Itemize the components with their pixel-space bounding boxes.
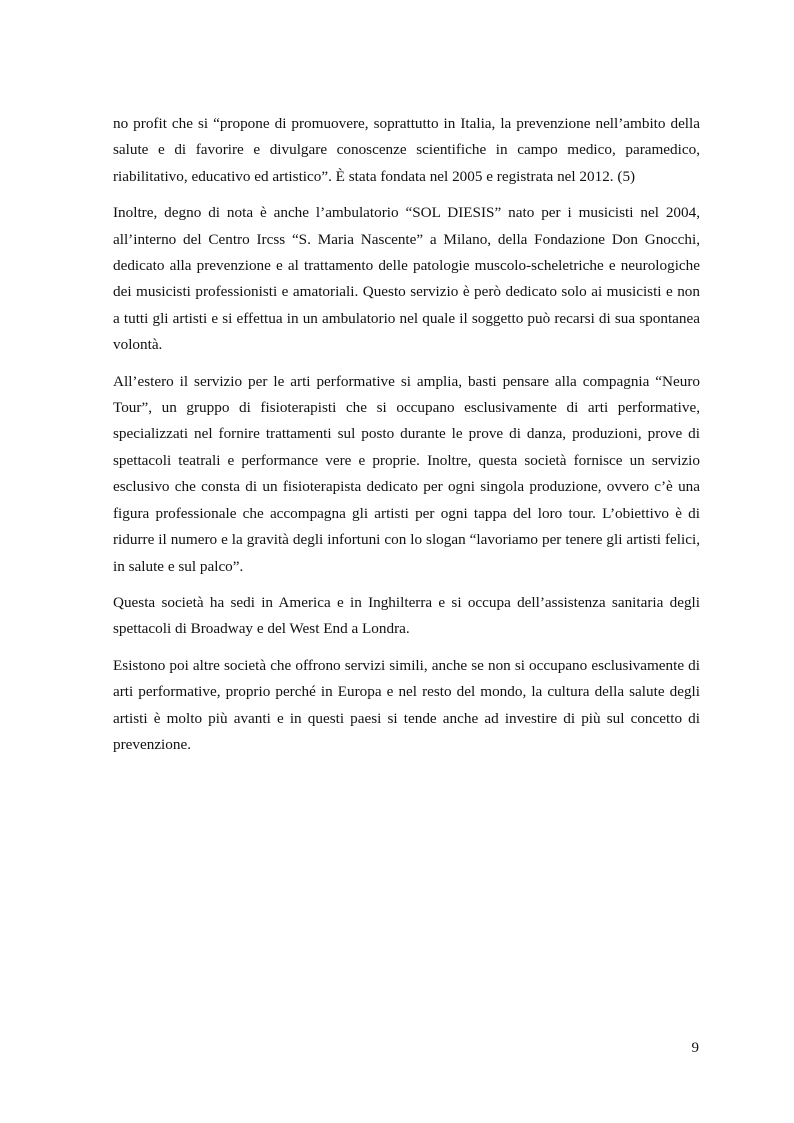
paragraph-1: no profit che si “propone di promuovere, soprattutto in Italia, la prevenzione nell’ambito della salute e di favorire e divulgare conoscenze scientifiche in campo medico, paramedico, riabilitativo, educativo ed artistico”. È stata fondata nel 2005 e registrata nel 2012. (5): [113, 115, 700, 185]
paragraph-3: All’estero il servizio per le arti performative si amplia, basti pensare alla compagnia “Neuro Tour”, un gruppo di fisioterapisti che si occupano esclusivamente di arti performative, specializzati nel fornire trattamenti sul posto durante le prove di danza, produzioni, prove di spettacoli teatrali e performance vere e proprie. Inoltre, questa società fornisce un servizio esclusivo che consta di un fisioterapista dedicato per ogni singola produzione, ovvero c’è una figura professionale che accompagna gli artisti per ogni tappa del loro tour. L’obiettivo è di ridurre il numero e la gravità degli infortuni con lo slogan “lavoriamo per tenere gli artisti felici, in salute e sul palco”.: [113, 372, 700, 575]
page-number: 9: [691, 1040, 699, 1056]
body-text: [113, 111, 700, 768]
paragraph-2: Inoltre, degno di nota è anche l’ambulatorio “SOL DIESIS” nato per i musicisti nel 2004, all’interno del Centro Ircss “S. Maria Nascente” a Milano, della Fondazione Don Gnocchi, dedicato alla prevenzione e al trattamento delle patologie muscolo-scheletriche e neurologiche dei musicisti professionisti e amatoriali. Questo servizio è però dedicato solo ai musicisti e non a tutti gli artisti e si effettua in un ambulatorio nel quale il soggetto può recarsi di sua spontanea volontà.: [113, 204, 700, 354]
paragraph-4: Questa società ha sedi in America e in Inghilterra e si occupa dell’assistenza sanitaria degli spettacoli di Broadway e del West End a Londra.: [113, 593, 700, 638]
paragraph-5: Esistono poi altre società che offrono servizi simili, anche se non si occupano esclusivamente di arti performative, proprio perché in Europa e nel resto del mondo, la cultura della salute degli artisti è molto più avanti e in questi paesi si tende anche ad investire di più sul concetto di prevenzione.: [113, 656, 700, 753]
